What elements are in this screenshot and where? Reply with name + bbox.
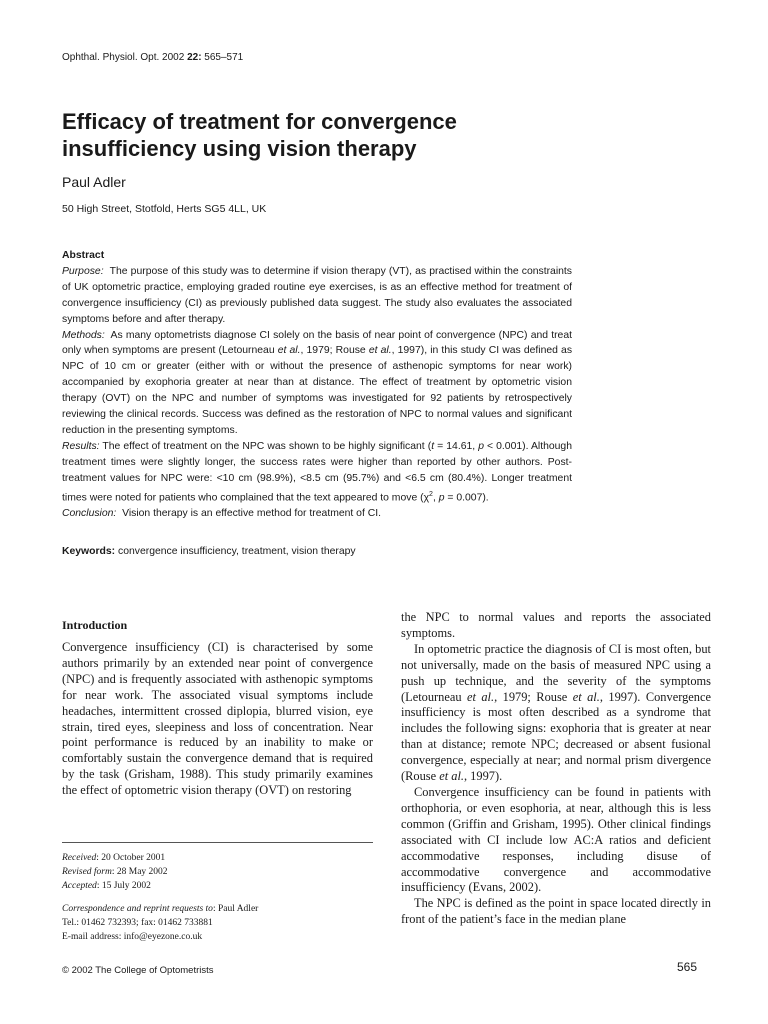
intro-paragraph-2 [401, 642, 711, 785]
p2-text-b: , 1979; Rouse [494, 689, 573, 704]
results-p-symbol-1: p [478, 440, 484, 452]
phone-fax-line: Tel.: 01462 732393; fax: 01462 733881 [62, 918, 213, 928]
abstract [62, 248, 572, 522]
revised-label: Revised form [62, 867, 112, 877]
correspondence-value: : Paul Adler [212, 904, 259, 914]
results-text-e: = 0.007). [444, 492, 489, 504]
author-affiliation: 50 High Street, Stotfold, Herts SG5 4LL, UK [62, 203, 267, 215]
p2-text-c: , 1997). Convergence insufficiency is most often described as a syndrome that includes the following signs: exophoria that is greater at near than at distance; remote NPC; decreased or absent fusional convergence, especially at near; and normal prism divergence (Rouse [401, 689, 711, 784]
results-t-symbol: t [431, 440, 435, 452]
correspondence-line [62, 902, 258, 916]
journal-ref-prefix: Ophthal. Physiol. Opt. 2002 [62, 52, 188, 63]
title-line-1: Efficacy of treatment for convergence [62, 109, 457, 134]
results-label: Results: [62, 440, 100, 452]
journal-ref-volume: 22: [187, 52, 202, 63]
p2-text-a: In optometric practice the diagnosis of CI is most often, but not universally, made on the basis of measured NPC using a push up technique, and the severity of the symptoms (Letourneau [401, 641, 711, 704]
methods-text-b: , 1979; Rouse [300, 345, 369, 357]
results-chi-superscript: 2 [429, 490, 433, 498]
introduction-heading: Introduction [62, 618, 128, 632]
p2-et-al-1: et al. [466, 689, 495, 704]
article-dates [62, 851, 168, 893]
abstract-results [62, 439, 572, 506]
p2-et-al-2: et al. [572, 689, 600, 704]
intro-paragraph-1-continued: the NPC to normal values and reports the associated symptoms. [401, 610, 711, 640]
copyright-notice: © 2002 The College of Optometrists [62, 965, 214, 976]
results-text-a: The effect of treatment on the NPC was shown to be highly significant ( [102, 440, 432, 452]
email-line: E-mail address: info@eyezone.co.uk [62, 932, 203, 942]
intro-paragraph-4: The NPC is defined as the point in space located directly in front of the patient’s face in the median plane [401, 896, 711, 927]
methods-et-al-2: et al. [368, 345, 392, 357]
conclusion-label: Conclusion: [62, 507, 117, 519]
page-number: 565 [677, 960, 698, 974]
abstract-conclusion [62, 506, 572, 522]
keywords [62, 546, 356, 557]
revised-value: : 28 May 2002 [111, 867, 168, 877]
received-line [62, 851, 168, 865]
accepted-label: Accepted [62, 881, 97, 891]
abstract-heading: Abstract [62, 250, 105, 261]
left-column [62, 640, 373, 799]
conclusion-text: Vision therapy is an effective method for treatment of CI. [122, 507, 382, 519]
abstract-methods [62, 328, 572, 439]
p2-et-al-3: et al. [439, 769, 464, 784]
methods-et-al-1: et al. [277, 345, 301, 357]
purpose-text: The purpose of this study was to determine if vision therapy (VT), as practised within the constraints of UK optometric practice, employing graded routine eye exercises, is as an effective method for treatment of convergence insufficiency (CI) as previously published data suggest. The study also evaluates the associated symptoms before and after therapy. [62, 265, 572, 325]
results-p-symbol-2: p [438, 492, 445, 504]
accepted-value: : 15 July 2002 [96, 881, 151, 891]
article-title [62, 108, 622, 162]
received-label: Received [62, 853, 97, 863]
revised-line [62, 865, 168, 879]
intro-paragraph-1: Convergence insufficiency (CI) is characterised by some authors primarily by an extended near point of convergence (NPC) and is frequently associated with asthenopic symptoms for near work. The associated visual symptoms include headaches, intermittent crossed diplopia, blurred vision, eye strain, tired eyes, sleepiness and loss of concentration. Near point performance is reduced by an inability to make or comfortably sustain the convergence demand that is required by the task (Grisham, 1988). This study primarily examines the effect of optometric vision therapy (OVT) on restoring [62, 640, 373, 798]
correspondence [62, 902, 258, 944]
right-column [401, 610, 711, 928]
journal-ref-pages: 565–571 [201, 52, 244, 63]
abstract-purpose [62, 264, 572, 328]
author-name: Paul Adler [62, 174, 126, 190]
p2-text-d: , 1997). [463, 769, 503, 784]
correspondence-label: Correspondence and reprint requests to [62, 904, 213, 914]
title-line-2: insufficiency using vision therapy [62, 136, 417, 161]
results-text-d: , [432, 492, 439, 504]
results-text-c: < 0.001). Although treatment times were slightly longer, the success rates were higher than reported by other authors. Post-treatment values for NPC were: <10 cm (98.9%), <8.5 cm (95.7%) and <6.5 cm (80.4%). Longer treatment times were noted for patients who complained that the text appeared to move (χ [62, 440, 572, 504]
journal-reference [62, 52, 243, 63]
keywords-label: Keywords: [62, 546, 116, 557]
purpose-label: Purpose: [62, 265, 104, 277]
methods-text-a: As many optometrists diagnose CI solely on the basis of near point of convergence (NPC) and treat only when symptoms are present (Letourneau [62, 329, 572, 357]
received-value: : 20 October 2001 [96, 853, 166, 863]
footnote-divider [62, 842, 373, 843]
accepted-line [62, 879, 168, 893]
keywords-text: convergence insufficiency, treatment, vision therapy [118, 546, 356, 557]
intro-paragraph-3: Convergence insufficiency can be found in patients with orthophoria, or even esophoria, at near, although this is less common (Griffin and Grisham, 1995). Other clinical findings associated with CI include low AC:A ratios and deficient accommodative responses, including disuse of accommodative convergence and accommodative insufficiency (Evans, 2002). [401, 784, 711, 895]
methods-text-c: , 1997), in this study CI was defined as NPC of 10 cm or greater (either with or without the presence of asthenopic symptoms for near work) accompanied by exophoria greater at near than at distance. The effect of treatment by optometric vision therapy (OVT) on the NPC and number of symptoms was investigated for 92 patients by retrospectively reviewing the clinical records. Success was defined as the restoration of NPC to normal values and significant reduction in the presenting symptoms. [62, 345, 573, 436]
results-text-b: = 14.61, [434, 440, 479, 452]
methods-label: Methods: [62, 329, 105, 341]
